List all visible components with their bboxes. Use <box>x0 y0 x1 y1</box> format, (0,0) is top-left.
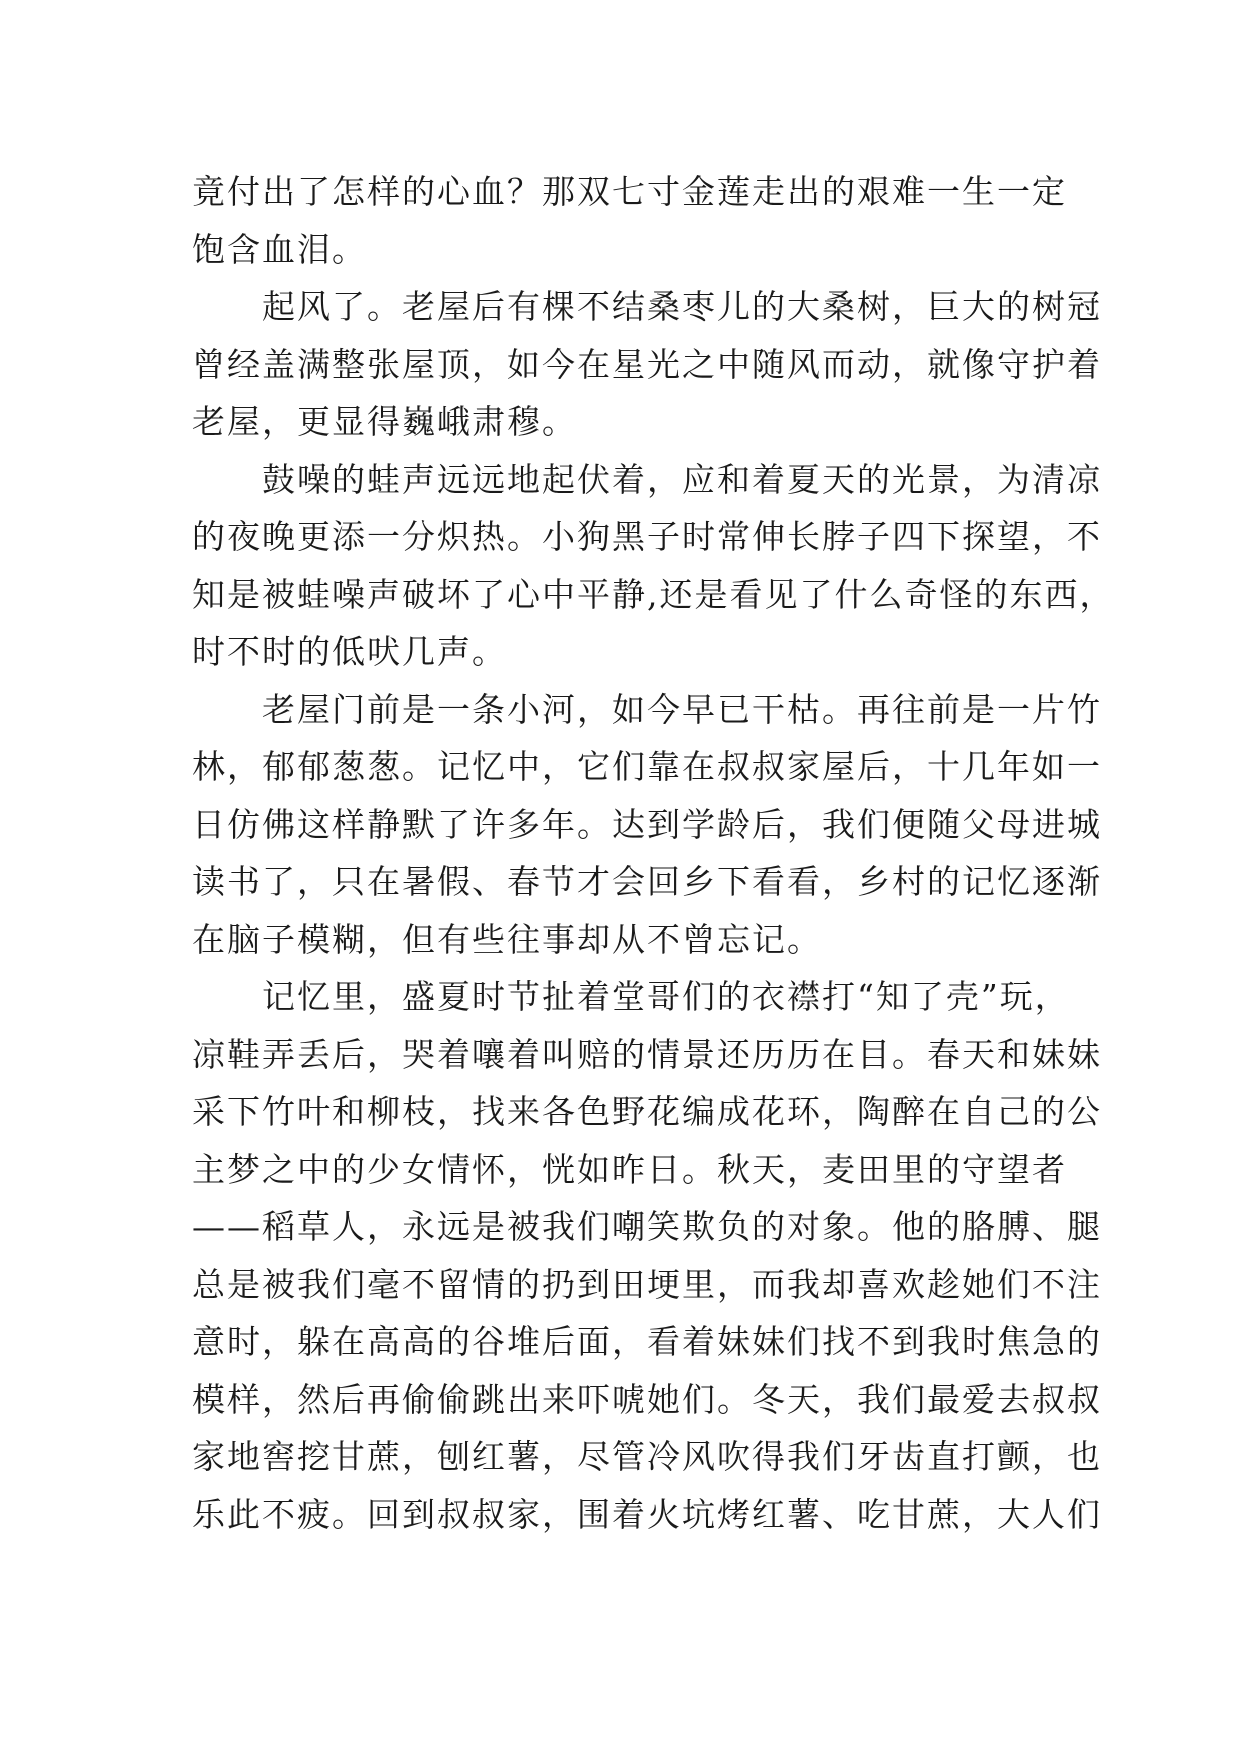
text-line: 老屋，更显得巍峨肃穆。 <box>192 402 577 441</box>
text-line: 曾经盖满整张屋顶，如今在星光之中随风而动，就像守护着 <box>192 344 1102 384</box>
text-line: 模样，然后再偷偷跳出来吓唬她们。冬天，我们最爱去叔叔 <box>192 1379 1102 1419</box>
text-line: 意时，躲在高高的谷堆后面，看着妹妹们找不到我时焦急的 <box>192 1322 1102 1361</box>
text-line: 老屋门前是一条小河，如今早已干枯。再往前是一片竹 <box>192 689 1102 729</box>
text-line: 竟付出了怎样的心血？那双七寸金莲走出的艰难一生一定 <box>192 172 1067 211</box>
text-line: 总是被我们毫不留情的扔到田埂里，而我却喜欢趁她们不注 <box>192 1264 1102 1304</box>
text-line: 读书了，只在暑假、春节才会回乡下看看，乡村的记忆逐渐 <box>192 862 1102 901</box>
paragraph <box>192 681 1102 969</box>
paragraph <box>192 278 1102 451</box>
paragraph <box>192 968 1102 1543</box>
text-line: 在脑子模糊，但有些往事却从不曾忘记。 <box>192 919 822 959</box>
text-line: 鼓噪的蛙声远远地起伏着，应和着夏天的光景，为清凉 <box>192 459 1102 499</box>
text-line: 的夜晚更添一分炽热。小狗黑子时常伸长脖子四下探望，不 <box>192 517 1102 556</box>
text-line: 家地窖挖甘蔗，刨红薯，尽管冷风吹得我们牙齿直打颤，也 <box>192 1437 1102 1476</box>
text-line: 林，郁郁葱葱。记忆中，它们靠在叔叔家屋后，十几年如一 <box>192 747 1102 786</box>
text-line: ——稻草人，永远是被我们嘲笑欺负的对象。他的胳膊、腿 <box>192 1207 1102 1246</box>
text-line: 知是被蛙噪声破坏了心中平静,还是看见了什么奇怪的东西， <box>192 574 1115 614</box>
document-body <box>192 163 1115 1543</box>
text-line: 日仿佛这样静默了许多年。达到学龄后，我们便随父母进城 <box>192 804 1102 844</box>
text-line: 采下竹叶和柳枝，找来各色野花编成花环，陶醉在自己的公 <box>192 1092 1102 1131</box>
text-line: 记忆里，盛夏时节扯着堂哥们的衣襟打“知了壳”玩， <box>192 977 1070 1016</box>
paragraph <box>192 163 1067 278</box>
text-line: 饱含血泪。 <box>192 229 367 269</box>
text-line: 主梦之中的少女情怀，恍如昨日。秋天，麦田里的守望者 <box>192 1149 1067 1189</box>
text-line: 时不时的低吠几声。 <box>192 632 507 671</box>
paragraph <box>192 451 1115 681</box>
text-line: 凉鞋弄丢后，哭着嚷着叫赔的情景还历历在目。春天和妹妹 <box>192 1034 1102 1074</box>
text-line: 起风了。老屋后有棵不结桑枣儿的大桑树，巨大的树冠 <box>192 287 1102 326</box>
text-line: 乐此不疲。回到叔叔家，围着火坑烤红薯、吃甘蔗，大人们 <box>192 1494 1102 1534</box>
